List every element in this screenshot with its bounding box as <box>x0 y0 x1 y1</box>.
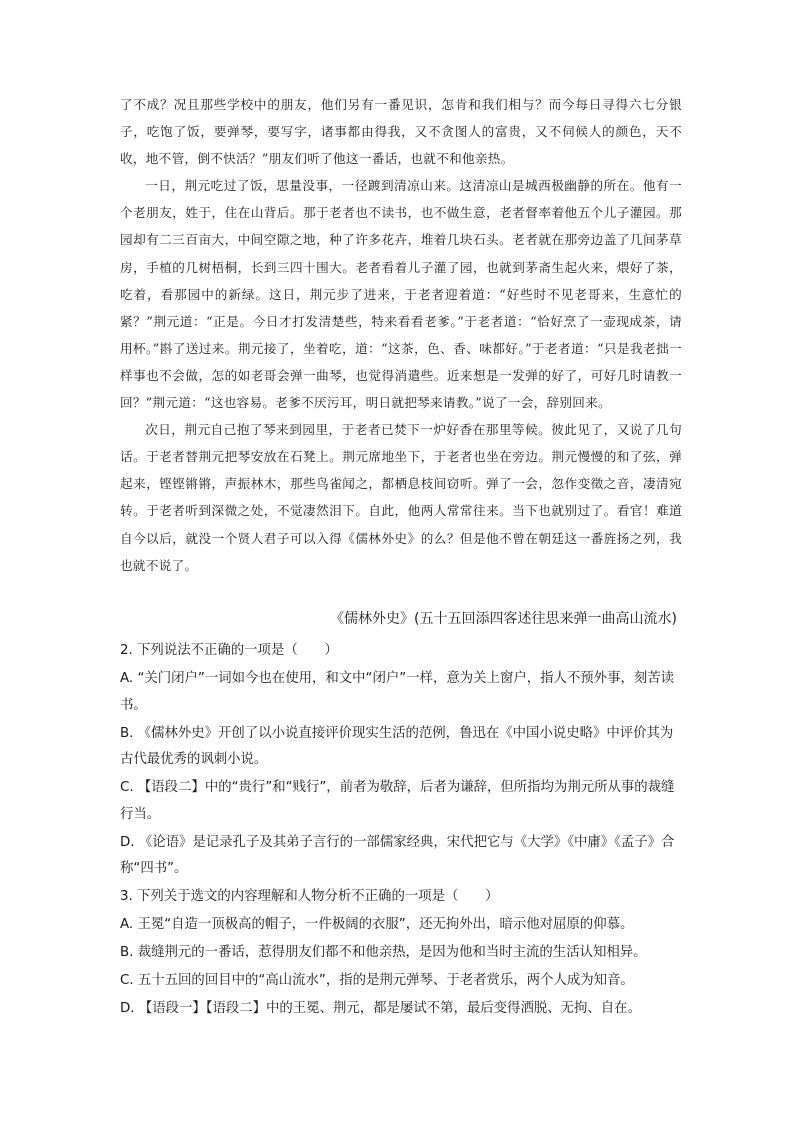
option-2b: B. 《儒林外史》开创了以小说直接评价现实生活的范例，鲁迅在《中国小说史略》中评价其为古代最优秀的讽刺小说。 <box>120 725 674 767</box>
option-2c: C. 【语段二】中的“贵行”和“贱行”，前者为敬辞，后者为谦辞，但所指均为荆元所从事的裁缝行当。 <box>120 780 675 822</box>
option-3c: C. 五十五回的回目中的“高山流水”，指的是荆元弹琴、于老者赏乐，两个人成为知音。 <box>120 973 634 988</box>
question-2 <box>120 638 682 665</box>
option-3b: B. 裁缝荆元的一番话，惹得朋友们都不和他亲热，是因为他和当时主流的生活认知相异。 <box>120 945 647 960</box>
passage-text <box>120 91 682 579</box>
question-stem: 2. 下列说法不正确的一项是（ ） <box>120 643 338 658</box>
option-2d: D. 《论语》是记录孔子及其弟子言行的一部儒家经典，宋代把它与《大学》《中庸》《孟子》合称“四书”。 <box>120 834 675 876</box>
option-3d: D. 【语段一】【语段二】中的王冕、荆元，都是屡试不第，最后变得洒脱、无拘、自在。 <box>120 1001 641 1016</box>
question-stem: 3. 下列关于选文的内容理解和人物分析不正确的一项是（ ） <box>120 889 499 904</box>
option-3a: A. 王冕“自造一顶极高的帽子，一件极阔的衣服”，还无拘外出，暗示他对屈原的仰慕。 <box>120 917 634 932</box>
question-list <box>120 638 682 1024</box>
passage-source: 《儒林外史》(五十五回添四客述往思来弹一曲高山流水) <box>330 611 677 627</box>
option-2a: A. “关门闭户”一词如今也在使用，和文中“闭户”一样，意为关上窗户，指人不预外事，刻苦读书。 <box>120 671 675 713</box>
passage-paragraph-1: 了不成？况且那些学校中的朋友，他们另有一番见识，怎肯和我们相与？而今每日寻得六七分银子，吃饱了饭，要弹琴，要写字，诸事都由得我，又不贪图人的富贵，又不伺候人的颜色，天不收，地不管，倒不快活？”朋友们听了他这一番话，也就不和他亲热。 <box>120 97 682 167</box>
passage-paragraph-2: 一日，荆元吃过了饭，思量没事，一径踱到清凉山来。这清凉山是城西极幽静的所在。他有一个老朋友，姓于，住在山背后。那于老者也不读书，也不做生意，老者督率着他五个儿子灌园。那园却有二三百亩大，中间空隙之地，种了许多花卉，堆着几块石头。老者就在那旁边盖了几间茅草房，手植的几树梧桐，长到三四十围大。老者看着儿子灌了园，也就到茅斋生起火来，煨好了茶，吃着，看那园中的新绿。这日，荆元步了进来，于老者迎着道：“好些时不见老哥来，生意忙的紧？”荆元道：“正是。今日才打发清楚些，特来看看老爹。”于老者道：“恰好烹了一壶现成茶，请用杯。”斟了送过来。荆元接了，坐着吃，道：“这茶，色、香、味都好。”于老者道：“只是我老拙一样事也不会做，怎的如老哥会弹一曲琴，也觉得消遣些。近来想是一发弹的好了，可好几时请教一回？”荆元道：“这也容易。老爹不厌污耳，明日就把琴来请教。”说了一会，辞别回来。 <box>120 178 682 411</box>
passage-paragraph-3: 次日，荆元自己抱了琴来到园里，于老者已焚下一炉好香在那里等候。彼此见了，又说了几句话。于老者替荆元把琴安放在石凳上。荆元席地坐下，于老者也坐在旁边。荆元慢慢的和了弦，弹起来，铿铿锵锵，声振林木，那些鸟雀闻之，都栖息枝间窃听。弹了一会，忽作变徵之音，凄清宛转。于老者听到深微之处，不觉凄然泪下。自此，他两人常常往来。当下也就别过了。看官！难道自今以后，就没一个贤人君子可以入得《儒林外史》的么？但是他不曾在朝廷这一番旌扬之列，我也就不说了。 <box>120 422 682 573</box>
question-3 <box>120 884 682 911</box>
